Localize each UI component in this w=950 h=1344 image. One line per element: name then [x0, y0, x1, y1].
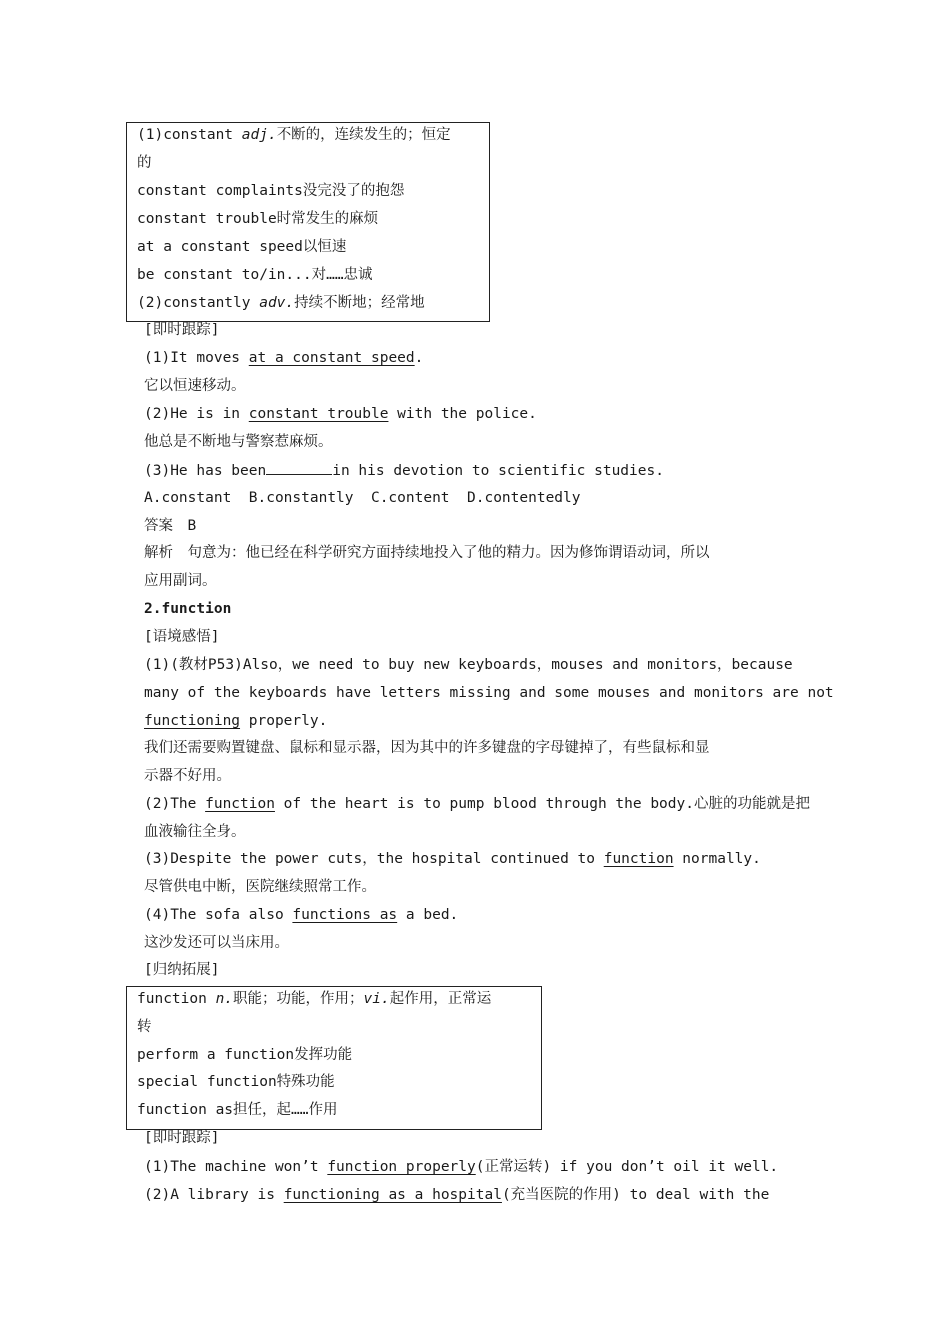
box1-line-2: 的	[137, 155, 152, 171]
track1-q1-cn: 它以恒速移动。	[144, 378, 246, 394]
track1-q2-cn: 他总是不断地与警察惹麻烦。	[144, 434, 333, 450]
track1-answer: 答案 B	[144, 518, 197, 534]
box1-line-1: (1)constant adj.不断的，连续发生的；恒定	[137, 127, 451, 143]
box1-line-4: constant trouble时常发生的麻烦	[137, 211, 379, 227]
box2-line-1: function n.职能；功能，作用；vi.起作用，正常运	[137, 991, 492, 1007]
track2-q2: (2)A library is functioning as a hospital(充当医院的作用) to deal with the	[144, 1187, 770, 1203]
example2: (2)The function of the heart is to pump blood through the body.心脏的功能就是把	[144, 796, 810, 812]
box2-line-2: 转	[137, 1019, 152, 1035]
box1-line-5: at a constant speed以恒速	[137, 239, 347, 255]
summary-heading: [归纳拓展]	[144, 962, 220, 978]
track1-analysis-1: 解析 句意为：他已经在科学研究方面持续地投入了他的精力。因为修饰谓语动词，所以	[144, 545, 710, 561]
box1-line-7: (2)constantly adv.持续不断地；经常地	[137, 295, 425, 311]
box2-line-5: function as担任，起……作用	[137, 1102, 338, 1118]
example3: (3)Despite the power cuts，the hospital continued to function normally.	[144, 851, 761, 867]
track1-q3: (3)He has been in his devotion to scientific studies.	[144, 460, 664, 481]
example4-cn: 这沙发还可以当床用。	[144, 935, 289, 951]
section2-title: 2.function	[144, 601, 232, 617]
example4: (4)The sofa also functions as a bed.	[144, 907, 459, 923]
track1-q2: (2)He is in constant trouble with the police.	[144, 406, 537, 422]
example1-cn1: 我们还需要购置键盘、鼠标和显示器，因为其中的许多键盘的字母键掉了，有些鼠标和显	[144, 740, 710, 756]
example2-cn: 血液输往全身。	[144, 824, 246, 840]
example1-cn2: 示器不好用。	[144, 768, 231, 784]
example1-line2: many of the keyboards have letters missing and some mouses and monitors are not	[144, 685, 834, 701]
track1-q1: (1)It moves at a constant speed.	[144, 350, 424, 366]
vocab-box-function	[126, 986, 542, 1130]
box2-line-4: special function特殊功能	[137, 1074, 335, 1090]
box1-line-6: be constant to/in...对……忠诚	[137, 267, 373, 283]
context-heading: [语境感悟]	[144, 629, 220, 645]
track1-q3-options: A.constant B.constantly C.content D.contentedly	[144, 490, 581, 506]
example3-cn: 尽管供电中断，医院继续照常工作。	[144, 879, 376, 895]
box2-line-3: perform a function发挥功能	[137, 1047, 353, 1063]
example1-line1: (1)(教材P53)Also，we need to buy new keyboards，mouses and monitors，because	[144, 657, 793, 673]
track1-heading: [即时跟踪]	[144, 322, 220, 338]
example1-line3: functioning properly.	[144, 713, 328, 729]
track1-analysis-2: 应用副词。	[144, 573, 217, 589]
box1-line-3: constant complaints没完没了的抱怨	[137, 183, 405, 199]
vocab-box-constant	[126, 122, 490, 322]
answer-blank	[266, 460, 332, 475]
track2-q1: (1)The machine won’t function properly(正常运转) if you don’t oil it well.	[144, 1159, 779, 1175]
track2-heading: [即时跟踪]	[144, 1130, 220, 1146]
